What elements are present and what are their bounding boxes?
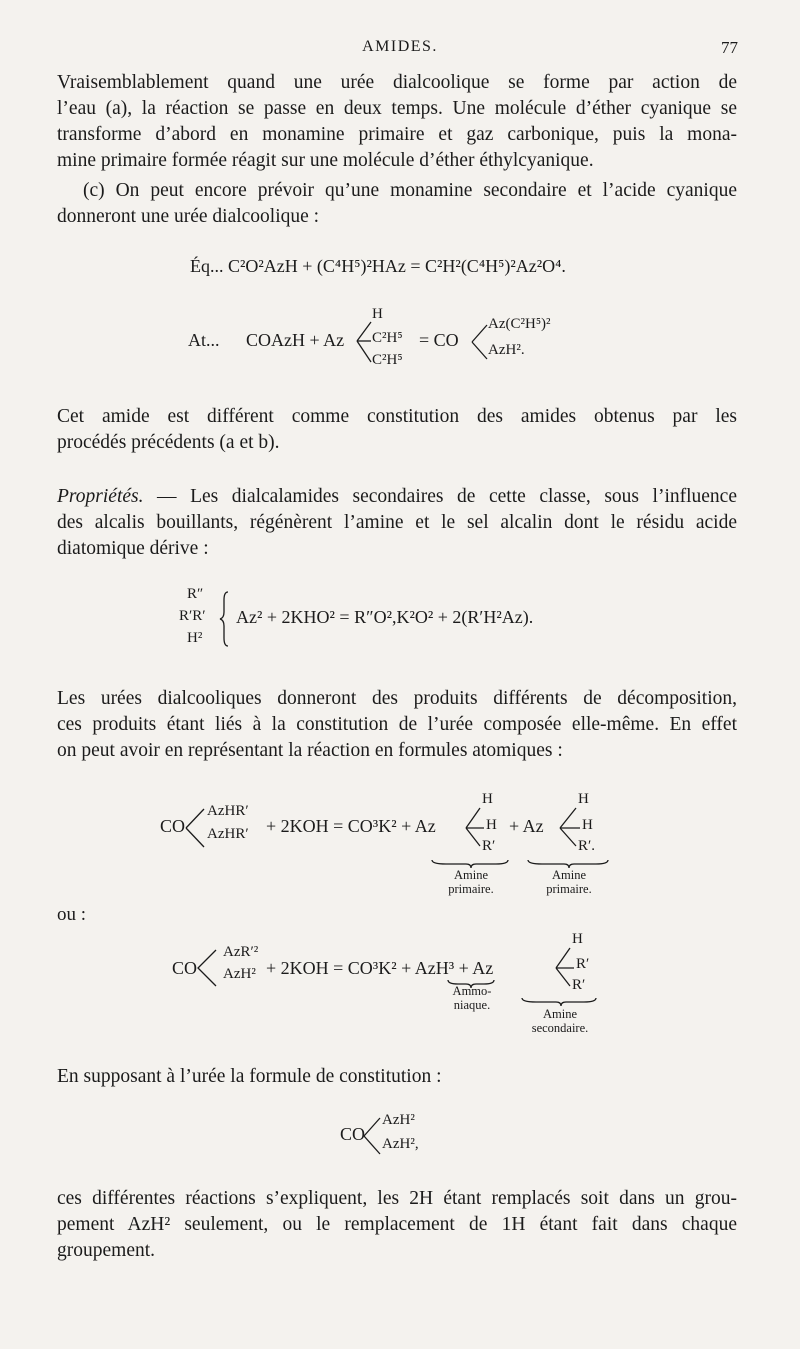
equation-atomic-label: At... xyxy=(188,330,220,350)
text-line: diatomique dérive : xyxy=(57,538,209,559)
section-heading: Propriétés. xyxy=(57,486,144,507)
bond-line xyxy=(472,342,487,359)
text-line: groupement. xyxy=(57,1240,156,1261)
underbrace xyxy=(448,980,494,988)
bond-line xyxy=(186,828,204,847)
reaction2-r1: R′ xyxy=(576,956,590,972)
bond-line xyxy=(556,948,570,968)
text-line: (c) On peut encore prévoir qu’une monamine secondaire et l’acide cyanique xyxy=(83,180,737,201)
underbrace xyxy=(522,998,596,1006)
text-line: on peut avoir en représentant la réaction en formules atomiques : xyxy=(57,740,563,761)
text-line: transforme d’abord en monamine primaire et gaz carbonique, puis la mona- xyxy=(57,124,737,145)
text-line: l’eau (a), la réaction se passe en deux temps. Une molécule d’éther cyanique se xyxy=(57,98,737,119)
reaction1-h1: H xyxy=(482,791,493,807)
text-line: ces différentes réactions s’expliquent, les 2H étant remplacés soit dans un grou- xyxy=(57,1188,737,1209)
hydrogen-h2: H² xyxy=(187,630,203,646)
reaction2-h: H xyxy=(572,931,583,947)
underbrace xyxy=(432,860,508,868)
bond-line xyxy=(357,322,371,341)
text-line: mine primaire formée réagit sur une molécule d’éther éthylcyanique. xyxy=(57,150,594,171)
reaction1-r1: R′ xyxy=(482,838,496,854)
radical-r-prime-pair: R′R′ xyxy=(179,608,206,624)
reaction1-plus: + Az xyxy=(509,816,544,836)
reaction2-bottom: AzH² xyxy=(223,966,256,982)
bond-line xyxy=(186,809,204,828)
product-bottom: AzH². xyxy=(488,342,525,358)
reaction1-co: CO xyxy=(160,816,186,836)
bond-line xyxy=(556,968,570,986)
substituent-ethyl: C²H⁵ xyxy=(372,352,403,368)
label-amine-primaire: Amine primaire. xyxy=(546,868,592,896)
reaction2-r2: R′ xyxy=(572,977,586,993)
equation-label: Éq... xyxy=(190,256,224,276)
text-line: pement AzH² seulement, ou le remplacement de 1H étant fait dans chaque xyxy=(57,1214,737,1235)
underbrace xyxy=(528,860,608,868)
text-line: ces produits étant liés à la constitution de l’urée composée elle-même. En effet xyxy=(57,714,737,735)
bond-line xyxy=(466,808,480,828)
reaction2-top: AzR′² xyxy=(223,944,259,960)
page-number: 77 xyxy=(721,38,738,57)
equation-atomic-equals: = CO xyxy=(419,330,459,350)
reaction1-bottom: AzHR′ xyxy=(207,826,249,842)
running-header-title: AMIDES. xyxy=(362,38,438,55)
reaction2-middle: + 2KOH = CO³K² + AzH³ + Az xyxy=(266,958,494,978)
bond-line xyxy=(357,341,371,362)
reaction1-h4: H xyxy=(582,817,593,833)
text-line: Les urées dialcooliques donneront des produits différents de décomposition, xyxy=(57,688,737,709)
label-amine-secondaire: Amine secondaire. xyxy=(531,1007,589,1035)
substituent-h: H xyxy=(372,306,383,322)
text-line: Vraisemblablement quand une urée dialcoolique se forme par action de xyxy=(57,72,737,93)
radical-r-double-prime: R″ xyxy=(187,586,204,602)
reaction2-co: CO xyxy=(172,958,198,978)
label-ammoniaque: Ammo- niaque. xyxy=(452,984,492,1012)
text-line: donneront une urée dialcoolique : xyxy=(57,206,320,227)
bond-line xyxy=(472,325,487,342)
equation-atomic-reactant: COAzH + Az xyxy=(246,330,345,350)
ou-label: ou : xyxy=(57,904,87,925)
brace xyxy=(220,592,228,646)
product-top: Az(C²H⁵)² xyxy=(488,316,551,332)
bond-line xyxy=(560,808,576,828)
urea-top: AzH² xyxy=(382,1112,415,1128)
text-line: Propriétés. — Les dialcalamides secondaires de cette classe, sous l’influence xyxy=(57,486,737,507)
bond-line xyxy=(466,828,480,846)
reaction1-r2: R′. xyxy=(578,838,596,854)
reaction1-h2: H xyxy=(486,817,497,833)
substituent-ethyl: C²H⁵ xyxy=(372,330,403,346)
equation-expression: Az² + 2KHO² = R″O²,K²O² + 2(R′H²Az). xyxy=(236,607,534,627)
urea-bottom: AzH², xyxy=(382,1136,419,1152)
bond-line xyxy=(560,828,576,846)
text-line: Cet amide est différent comme constitution des amides obtenus par les xyxy=(57,406,737,427)
urea-co: CO xyxy=(340,1124,366,1144)
reaction1-middle: + 2KOH = CO³K² + Az xyxy=(266,816,436,836)
bond-line xyxy=(364,1136,380,1154)
text-line: des alcalis bouillants, régénèrent l’amine et le sel alcalin dont le résidu acide xyxy=(57,512,737,533)
text-line: procédés précédents (a et b). xyxy=(57,432,280,453)
reaction1-h3: H xyxy=(578,791,589,807)
reaction1-top: AzHR′ xyxy=(207,803,249,819)
label-amine-primaire: Amine primaire. xyxy=(448,868,494,896)
equation-expression: C²O²AzH + (C⁴H⁵)²HAz = C²H²(C⁴H⁵)²Az²O⁴. xyxy=(228,256,566,276)
text-line: En supposant à l’urée la formule de constitution : xyxy=(57,1066,442,1087)
bond-line xyxy=(198,950,216,986)
bond-line xyxy=(364,1118,380,1136)
